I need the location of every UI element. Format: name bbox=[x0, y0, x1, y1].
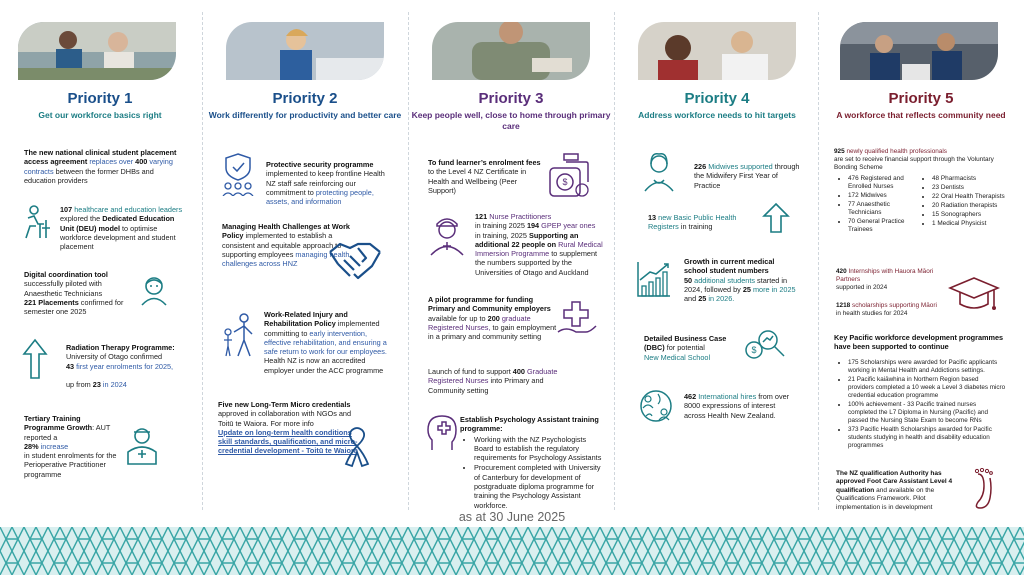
list-item: • 77 Anaesthetic Technicians bbox=[848, 201, 916, 217]
priority-4-photo bbox=[638, 22, 796, 80]
graduate-fund-text: Launch of fund to support 400 Graduate Registered Nurses into Primary and Community setting bbox=[428, 367, 558, 395]
health-challenges-text: Managing Health Challenges at Work Policy implemented to establish a consistent and equitable approach to supporting employees managing health challenges across HNZ bbox=[222, 222, 350, 269]
midwife-icon bbox=[642, 152, 676, 192]
psychology-head-icon bbox=[426, 414, 458, 452]
priority-4-column bbox=[614, 12, 818, 512]
list-item: • 23 Dentists bbox=[932, 184, 1010, 192]
priority-5-photo bbox=[840, 22, 998, 80]
micro-credentials-text: Five new Long-Term Micro credentials approved in collaboration with NGOs and Toitū te Waiora. For more info Update on long-term health conditions skill standards, qualification, and micro-credential development - Toitū te Waiora bbox=[218, 400, 358, 456]
pacific-workforce-heading: Key Pacific workforce development programmes have been supported to continue bbox=[834, 333, 1004, 352]
list-item: • 21 Pacific kaiāwhina in Northern Region based providers completed a 10 week a Level 3 diabetes micro credential education programme bbox=[848, 376, 1006, 400]
priority-1-column bbox=[0, 12, 202, 512]
list-item: • 373 Pacific Health Scholarships awarded for Pacific students studying in health and disability education programmes bbox=[848, 426, 1006, 450]
voluntary-bonding-text: 925 newly qualified health professionals are set to receive financial support through the Voluntary Bonding Scheme bbox=[834, 148, 994, 172]
money-jar-icon bbox=[548, 152, 590, 198]
radiation-therapy-text: Radiation Therapy Programme: University of Otago confirmed 43 first year enrolments for 2025, up from 23 in 2024 bbox=[66, 343, 175, 390]
priority-title: Priority 3 bbox=[478, 90, 544, 107]
priority-3-column bbox=[408, 12, 614, 512]
medical-school-growth-text: Growth in current medical school student numbers 50 additional students started in 2024, followed by 25 more in 2025 and 25 in 2026. bbox=[684, 257, 796, 304]
digital-coordination-text: Digital coordination tool successfully piloted with Anaesthetic Technicians 221 Placements confirmed for semester one 2025 bbox=[24, 270, 124, 317]
decorative-pattern bbox=[0, 527, 1024, 575]
bonding-list-right bbox=[920, 175, 1010, 229]
business-analysis-icon bbox=[742, 328, 786, 364]
list-item: • 22 Oral Health Therapists bbox=[932, 193, 1010, 201]
psychology-assistant-text: Establish Psychology Assistant training programme: • Working with the NZ Psychologists Board to establish the regulatory requirements for Psychology Assistants • Procurement completed with University of Canterbury for development of postgraduate diploma programme for training the Psychology Assistant workforce. bbox=[460, 415, 606, 511]
list-item: • 15 Sonographers bbox=[932, 211, 1010, 219]
international-hires-text: 462 International hires from over 8000 expressions of interest across Health New Zealand. bbox=[684, 392, 790, 420]
maori-scholarships-text: 1218 scholarships supporting Māori in health studies for 2024 bbox=[836, 302, 937, 318]
student-desk-icon bbox=[22, 204, 52, 240]
priority-subtitle: A workforce that reflects community need bbox=[836, 110, 1006, 120]
technician-icon bbox=[138, 274, 170, 306]
awareness-ribbon-icon bbox=[342, 426, 372, 468]
list-item: • Procurement completed with University of Canterbury for development of postgraduate diploma programme for training the Psychology Assistant workforce. bbox=[474, 463, 606, 509]
foot-care-qualification-text: The NZ qualification Authority has approved Foot Care Assistant Level 4 qualification and available on the Qualifications Framework. Pilot implementation is in development bbox=[836, 470, 953, 511]
nurse-practitioner-icon bbox=[428, 216, 466, 256]
placement-agreement-text: The new national clinical student placement access agreement replaces over 400 varying contracts between the former DHBs and education providers bbox=[24, 148, 177, 185]
care-hand-icon bbox=[556, 298, 598, 340]
security-shield-icon bbox=[220, 152, 256, 196]
tertiary-training-text: Tertiary Training Programme Growth: AUT reported a 28% increase in student enrolments for the Perioperative Practitioner programme bbox=[24, 414, 117, 479]
priority-title: Priority 2 bbox=[272, 90, 338, 107]
priority-3-photo bbox=[432, 22, 590, 80]
internships-text: 420 Internships with Hauora Māori Partners supported in 2024 bbox=[836, 268, 934, 292]
priority-2-column bbox=[202, 12, 408, 512]
list-item: • 100% achievement - 33 Pacific trained nurses completed the L7 Diploma in Nursing (Pacific) and passed the Nursing State Exam to become RNs bbox=[848, 401, 1006, 425]
bonding-list-left bbox=[836, 175, 916, 235]
list-item: • 172 Midwives bbox=[848, 192, 916, 200]
priority-subtitle: Get our workforce basics right bbox=[38, 110, 162, 120]
list-item: • 48 Pharmacists bbox=[932, 175, 1010, 183]
nurse-practitioners-text: 121 Nurse Practitioners in training 2025 194 GPEP year ones in training, 2025 Supporting an additional 22 people on Rural Medical Immersion Programme to supplement the numbers supported by the Universities of Otago and Auckland bbox=[475, 212, 603, 277]
enrolment-fees-text: To fund learner’s enrolment fees to the Level 4 NZ Certificate in Health and Wellbeing (Peer Support) bbox=[428, 158, 541, 195]
protective-security-text: Protective security programme implemented to keep frontline Health NZ staff safe reinforcing our commitment to protecting people, assets, and information bbox=[266, 160, 385, 207]
priority-5-column bbox=[818, 12, 1024, 512]
midwives-text: 226 Midwives supported through the Midwifery First Year of Practice bbox=[694, 162, 800, 190]
priority-subtitle: Address workforce needs to hit targets bbox=[638, 110, 796, 120]
globe-people-icon bbox=[638, 388, 674, 424]
business-case-text: Detailed Business Case (DBC) for potential New Medical School bbox=[644, 334, 727, 362]
svg-text:$: $ bbox=[562, 177, 568, 187]
up-arrow-icon bbox=[762, 202, 790, 234]
list-item: • 175 Scholarships were awarded for Pacific applicants working in Mental Health and Addictions settings. bbox=[848, 359, 1006, 375]
micro-credential-link[interactable]: Update on long-term health conditions skill standards, qualification, and micro-credential development - Toitū te Waiora bbox=[218, 427, 358, 456]
growth-chart-icon bbox=[636, 260, 672, 298]
priority-title: Priority 5 bbox=[888, 90, 954, 107]
list-item: • 70 General Practice Trainees bbox=[848, 218, 916, 234]
priority-title: Priority 1 bbox=[67, 90, 133, 107]
injury-rehabilitation-text: Work-Related Injury and Rehabilitation Policy implemented committing to early intervention, effective rehabilitation, and ensuring a safe return to work for our employees. Health NZ is now an accredited employer under the ACC programme bbox=[264, 310, 387, 375]
svg-text:$: $ bbox=[751, 345, 757, 355]
graduation-cap-icon bbox=[948, 276, 1000, 314]
foot-icon bbox=[970, 468, 996, 510]
pacific-programme-list bbox=[836, 359, 1006, 451]
rehabilitation-icon bbox=[220, 312, 256, 358]
priority-title: Priority 4 bbox=[684, 90, 750, 107]
public-health-registers-text: 13 new Basic Public Health Registers in training bbox=[648, 213, 737, 232]
priority-subtitle: Keep people well, close to home through primary care bbox=[411, 110, 611, 131]
deu-model-text: 107 healthcare and education leaders explored the Dedicated Education Unit (DEU) model to optimise workforce development and student placement bbox=[60, 205, 183, 252]
priority-2-photo bbox=[226, 22, 384, 80]
list-item: • 476 Registered and Enrolled Nurses bbox=[848, 175, 916, 191]
pilot-programme-text: A pilot programme for funding Primary and Community employers available for up to 200 graduate Registered Nurses, to gain employment in a primary and community setting bbox=[428, 295, 557, 342]
handshake-icon bbox=[328, 238, 382, 280]
priority-1-photo bbox=[18, 22, 176, 80]
as-at-date: as at 30 June 2025 bbox=[458, 510, 566, 524]
nurse-icon bbox=[124, 426, 160, 466]
list-item: • 1 Medical Physicist bbox=[932, 220, 1010, 228]
up-arrow-icon bbox=[22, 338, 48, 380]
priority-subtitle: Work differently for productivity and better care bbox=[208, 110, 402, 120]
list-item: • Working with the NZ Psychologists Board to establish the regulatory requirements for Psychology Assistants bbox=[474, 435, 606, 463]
list-item: • 20 Radiation therapists bbox=[932, 202, 1010, 210]
